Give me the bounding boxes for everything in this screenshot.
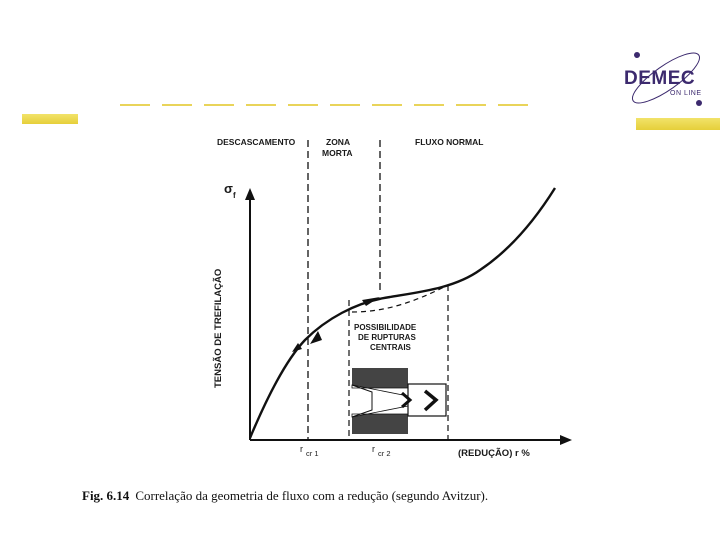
annotation-line-1: POSSIBILIDADE — [354, 323, 417, 332]
tick-r1: r — [300, 444, 303, 454]
tick-r2-sub: cr 2 — [378, 449, 391, 458]
x-axis-label: (REDUÇÃO) r % — [458, 448, 530, 459]
x-axis-arrow — [560, 435, 572, 445]
y-axis-arrow — [245, 188, 255, 200]
annotation-line-2: DE RUPTURAS — [358, 333, 416, 342]
figure-caption-text: Correlação da geometria de fluxo com a redução (segundo Avitzur). — [135, 488, 489, 503]
zone-label-fluxo-normal: FLUXO NORMAL — [415, 137, 484, 147]
figure-caption — [82, 488, 488, 504]
y-axis-label: TENSÃO DE TREFILAÇÃO — [213, 268, 224, 388]
drawn-wire — [408, 384, 446, 416]
zone-label-descascamento: DESCASCAMENTO — [217, 137, 296, 147]
die-sketch — [352, 368, 446, 434]
tick-r2: r — [372, 444, 375, 454]
zone-label-zona: ZONA — [326, 137, 351, 147]
y-axis-symbol: σ — [224, 181, 233, 196]
die-upper-block — [352, 368, 408, 388]
draw-stress-curve — [250, 188, 555, 438]
zone-label-morta: MORTA — [322, 148, 353, 158]
die-lower-block — [352, 414, 408, 434]
wire-entry — [352, 385, 372, 417]
logo-title: DEMEC — [624, 68, 696, 89]
curve-arrow-mid — [362, 297, 380, 306]
y-axis-subscript: f — [233, 191, 236, 200]
logo-subtitle: ON LINE — [670, 90, 702, 97]
figure-number: Fig. 6.14 — [82, 488, 130, 503]
tick-r1-sub: cr 1 — [306, 449, 319, 458]
annotation-line-3: CENTRAIS — [370, 343, 411, 352]
